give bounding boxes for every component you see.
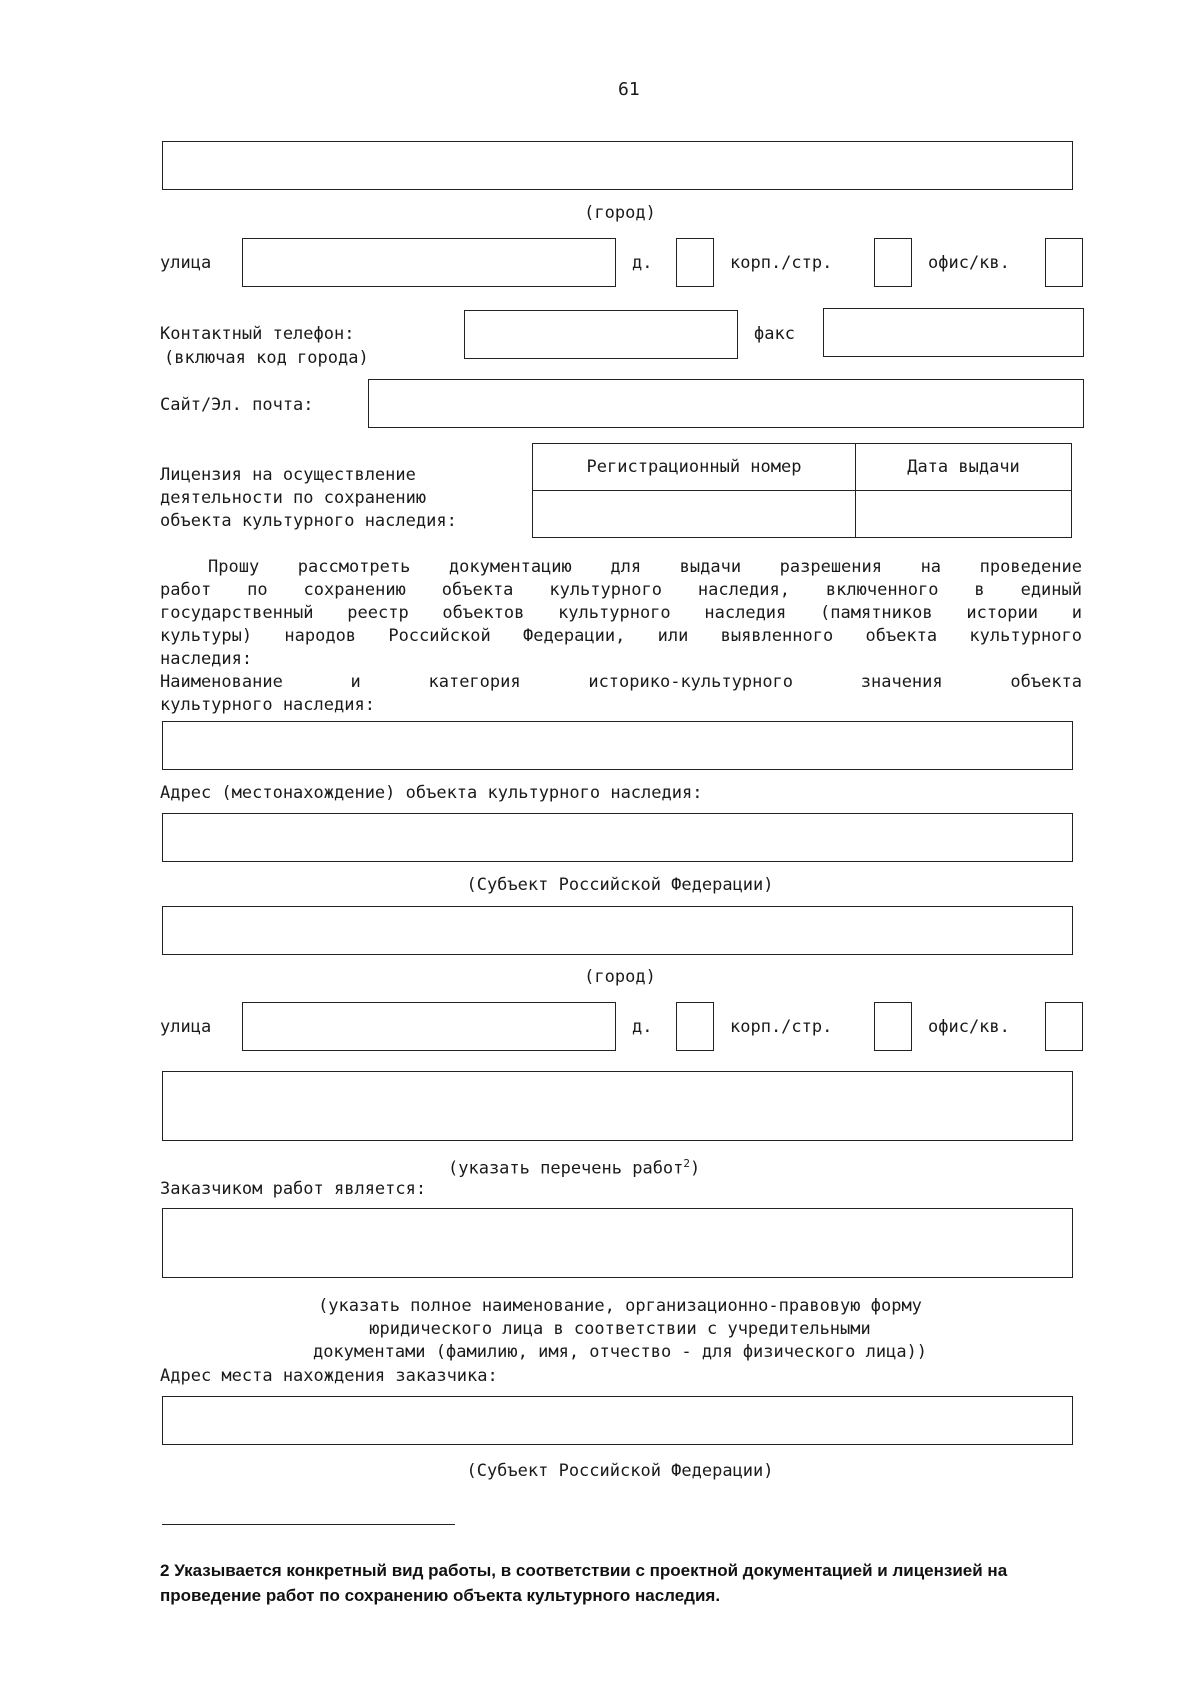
reg-number-field[interactable] <box>533 491 856 538</box>
footnote-divider <box>162 1524 455 1525</box>
building-field[interactable] <box>874 238 912 287</box>
works-caption-text: (указать перечень работ <box>448 1158 684 1179</box>
object-address-label: Адрес (местонахождение) объекта культурного наследия: <box>160 783 703 803</box>
request-line: государственный реестр объектов культурного наследия (памятников истории и <box>160 603 1082 623</box>
customer-caption: (указать полное наименование, организационно-правовую форму <box>318 1296 922 1316</box>
license-label: деятельности по сохранению <box>160 488 427 508</box>
license-label: объекта культурного наследия: <box>160 511 457 531</box>
house-field[interactable] <box>676 238 714 287</box>
phone-field[interactable] <box>464 310 738 359</box>
building-field[interactable] <box>874 1002 912 1051</box>
footnote-ref: 2 <box>683 1157 691 1170</box>
name-category-label: Наименование и категория историко-культурного значения объекта <box>160 672 1082 692</box>
issue-date-header: Дата выдачи <box>856 444 1072 491</box>
building-label: корп./стр. <box>730 253 833 273</box>
object-city-field[interactable] <box>162 906 1073 955</box>
customer-caption: документами (фамилию, имя, отчество - для физического лица)) <box>312 1342 928 1362</box>
website-label: Сайт/Эл. почта: <box>160 395 314 415</box>
customer-name-field[interactable] <box>162 1208 1073 1278</box>
request-line: работ по сохранению объекта культурного наследия, включенного в единый <box>160 580 1082 600</box>
street-field[interactable] <box>242 238 616 287</box>
house-field[interactable] <box>676 1002 714 1051</box>
city-caption: (город) <box>584 203 656 223</box>
subject-caption: (Субъект Российской Федерации) <box>466 875 774 895</box>
request-line: культуры) народов Российской Федерации, или выявленного объекта культурного <box>160 626 1082 646</box>
fax-label: факс <box>754 324 795 344</box>
office-field[interactable] <box>1045 238 1083 287</box>
reg-number-header: Регистрационный номер <box>533 444 856 491</box>
license-label: Лицензия на осуществление <box>160 465 416 485</box>
name-category-label: культурного наследия: <box>160 695 375 715</box>
customer-label: Заказчиком работ является: <box>160 1179 427 1199</box>
fax-field[interactable] <box>823 308 1084 357</box>
house-label: д. <box>632 1017 653 1037</box>
house-label: д. <box>632 253 653 273</box>
phone-label: Контактный телефон: <box>160 324 355 344</box>
city-caption: (город) <box>584 967 656 987</box>
customer-address-label: Адрес места нахождения заказчика: <box>160 1366 498 1386</box>
footnote-number: 2 <box>160 1561 170 1580</box>
works-caption <box>448 1153 700 1180</box>
building-label: корп./стр. <box>730 1017 833 1037</box>
request-line: Прошу рассмотреть документацию для выдачи разрешения на проведение <box>208 557 1082 577</box>
license-table <box>532 443 1072 538</box>
street-label: улица <box>160 253 212 273</box>
website-field[interactable] <box>368 379 1084 428</box>
phone-label-note: (включая код города) <box>164 348 369 368</box>
page-number: 61 <box>618 79 640 100</box>
office-label: офис/кв. <box>928 253 1010 273</box>
office-label: офис/кв. <box>928 1017 1010 1037</box>
request-paragraph <box>160 556 1082 717</box>
footnote-text: Указывается конкретный вид работы, в соответствии с проектной документацией и лицензией на проведение работ по сохранению объекта культурного наследия. <box>160 1561 1008 1605</box>
customer-caption: юридического лица в соответствии с учредительными <box>369 1319 871 1339</box>
works-list-field[interactable] <box>162 1071 1073 1141</box>
street-label: улица <box>160 1017 212 1037</box>
office-field[interactable] <box>1045 1002 1083 1051</box>
request-line: наследия: <box>160 649 253 669</box>
issue-date-field[interactable] <box>856 491 1072 538</box>
footnote <box>160 1558 1060 1608</box>
object-subject-field[interactable] <box>162 813 1073 862</box>
city-field[interactable] <box>162 141 1073 190</box>
customer-subject-field[interactable] <box>162 1396 1073 1445</box>
object-name-field[interactable] <box>162 721 1073 770</box>
street-field[interactable] <box>242 1002 616 1051</box>
subject-caption: (Субъект Российской Федерации) <box>466 1461 774 1481</box>
works-caption-end: ) <box>690 1158 701 1179</box>
